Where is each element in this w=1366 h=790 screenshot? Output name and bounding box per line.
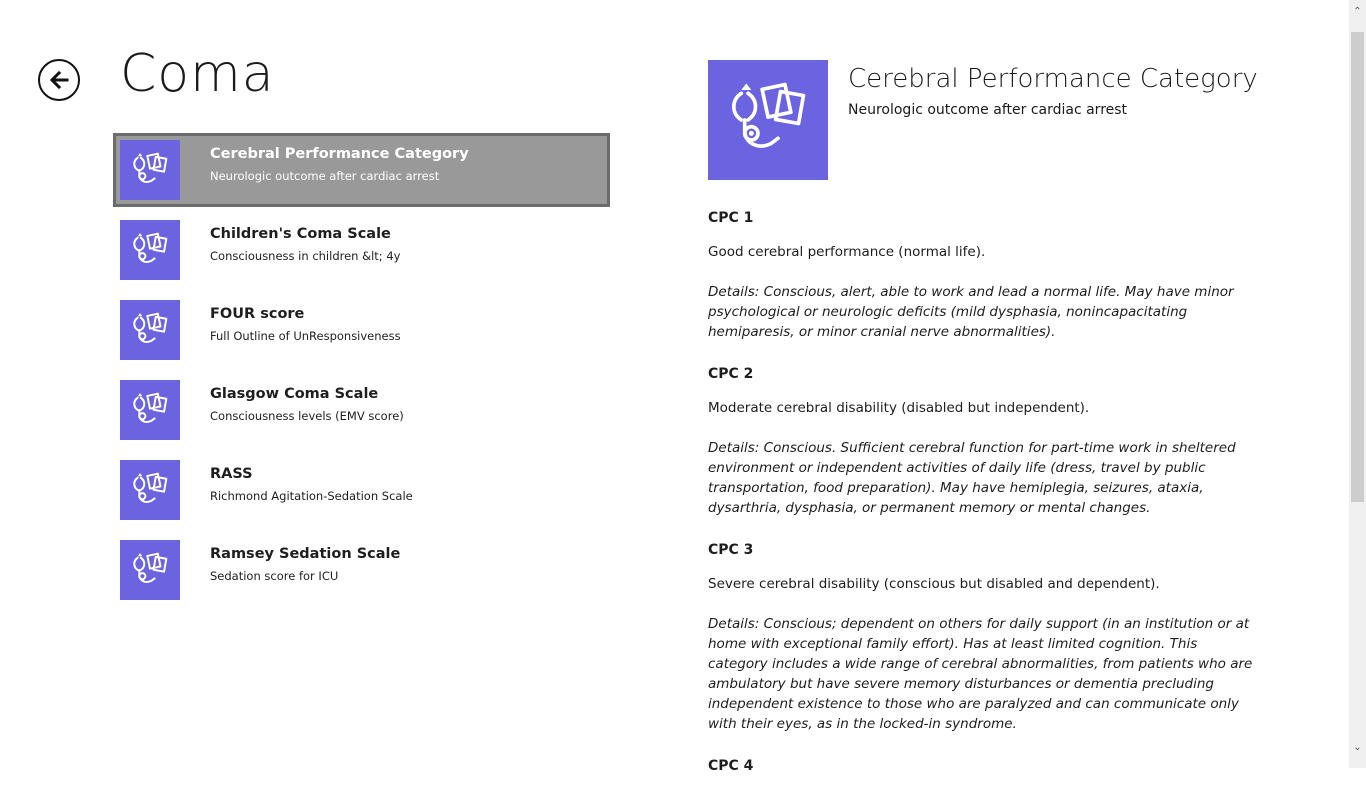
back-button[interactable] [38,59,80,101]
page-title: Coma [120,44,275,104]
list-item-title: Children's Coma Scale [210,226,391,242]
list-item-tile [120,380,180,440]
stethoscope-icon [127,227,173,273]
scroll-up-icon[interactable]: ⌃ [1353,6,1362,17]
scroll-thumb[interactable] [1351,32,1364,502]
list-item[interactable] [113,293,610,367]
detail-title: Cerebral Performance Category [848,64,1258,94]
list-item-subtitle: Consciousness in children &lt; 4y [210,249,401,263]
list-item[interactable] [113,533,610,607]
list-item-title: FOUR score [210,306,305,322]
section-heading: CPC 4 [708,758,754,774]
detail-tile [708,60,828,180]
list-item-subtitle: Consciousness levels (EMV score) [210,409,404,423]
section-heading: CPC 2 [708,366,754,382]
section-details: Details: Conscious. Sufficient cerebral function for part-time work in sheltered environment or independent activities of daily life (dress, travel by public transportation, food preparation). May have hemiplegia, seizures, ataxia, dysarthria, dysphasia, or permanent memory or mental changes. [708,440,1236,516]
list-item-title: Ramsey Sedation Scale [210,546,401,562]
list-item-title: Glasgow Coma Scale [210,386,379,402]
list-item-tile [120,220,180,280]
list-item-subtitle: Sedation score for ICU [210,569,339,583]
list-item-tile [120,140,180,200]
stethoscope-icon [127,467,173,513]
list-item[interactable] [113,213,610,287]
section-heading: CPC 1 [708,210,754,226]
scroll-down-icon[interactable]: ⌄ [1353,742,1362,753]
list-item-tile [120,540,180,600]
detail-subtitle: Neurologic outcome after cardiac arrest [848,102,1128,118]
section-description: Moderate cerebral disability (disabled but independent). [708,400,1090,416]
stethoscope-icon [127,147,173,193]
list-item-title: RASS [210,466,253,482]
list-item[interactable] [113,453,610,527]
back-arrow-icon [47,68,71,92]
vertical-scrollbar[interactable] [1349,0,1366,768]
list-item-title: Cerebral Performance Category [210,146,469,162]
stethoscope-icon [127,307,173,353]
list-item[interactable] [113,133,610,207]
list-item-subtitle: Richmond Agitation-Sedation Scale [210,489,413,503]
list-item-tile [120,300,180,360]
list-item-subtitle: Neurologic outcome after cardiac arrest [210,169,440,183]
detail-content [708,208,1253,790]
section-description: Severe cerebral disability (conscious but disabled and dependent). [708,576,1160,592]
section-details: Details: Conscious, alert, able to work and lead a normal life. May have minor psychological or neurologic deficits (mild dysphasia, nonincapacitating hemiparesis, or minor cranial nerve abnormalities). [708,284,1234,340]
calculator-list [113,133,610,613]
stethoscope-icon [718,70,818,170]
stethoscope-icon [127,387,173,433]
stethoscope-icon [127,547,173,593]
section-description: Good cerebral performance (normal life). [708,244,986,260]
list-item-subtitle: Full Outline of UnResponsiveness [210,329,401,343]
section-details: Details: Conscious; dependent on others for daily support (in an institution or at home with exceptional family effort). Has at least limited cognition. This category includes a wide range of cerebral abnormalities, from patients who are ambulatory but have severe memory disturbances or dementia precluding independent existence to those who are paralyzed and can communicate only with their eyes, as in the locked-in syndrome. [708,616,1253,732]
list-item-tile [120,460,180,520]
section-heading: CPC 3 [708,542,754,558]
list-item[interactable] [113,373,610,447]
